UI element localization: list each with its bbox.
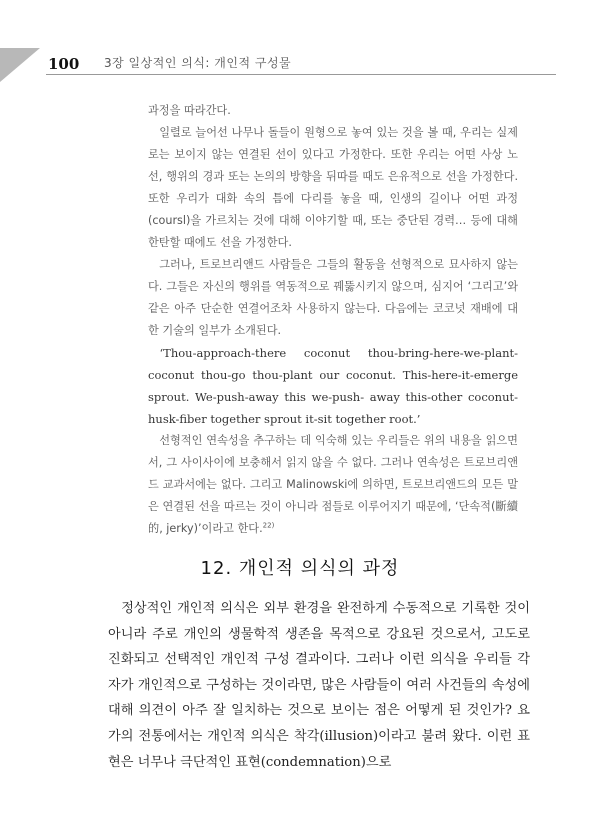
page-number: 100	[48, 55, 80, 73]
quote-paragraph-5-text: 선형적인 연속성을 추구하는 데 익숙해 있는 우리들은 위의 내용을 읽으면서, 그 사이사이에 보충해서 읽지 않을 수 없다. 그러나 연속성은 트로브리앤드 교과서에는 없다. 그리고 Malinowski에 의하면, 트로브리앤드의 모든 말은 연결된 선을 따르는 것이 아니라 점들로 이루어지기 때문에, ‘단속적(斷續的, jerky)’이라고 한다.	[148, 434, 518, 535]
footnote-marker: 22)	[262, 521, 275, 530]
body-text	[108, 596, 530, 775]
quote-paragraph-5	[148, 430, 518, 540]
quote-paragraph-1: 과정을 따라간다.	[148, 104, 231, 117]
quote-block	[148, 100, 518, 540]
quote-paragraph-3: 그러나, 트로브리앤드 사람들은 그들의 활동을 선형적으로 묘사하지 않는다. 그들은 자신의 행위를 역동적으로 꿰뚫시키지 않으며, 심지어 ‘그리고’와 같은 아주 단순한 연결어조차 사용하지 않는다. 다음에는 코코넛 재배에 대한 기술의 일부가 소개된다.	[148, 258, 518, 337]
section-title: 12. 개인적 의식의 과정	[200, 558, 400, 579]
quote-paragraph-english: ‘Thou-approach-there coconut thou-bring-here-we-plant-coconut thou-go thou-plant our coconut. This-here-it-emerge sprout. We-push-away this we-push- away this-other coconut-husk-fiber together sprout it-sit together root.’	[148, 346, 518, 426]
header-rule	[46, 74, 556, 75]
quote-paragraph-2: 일렬로 늘어선 나무나 돌들이 원형으로 놓여 있는 것을 볼 때, 우리는 실제로는 보이지 않는 연결된 선이 있다고 가정한다. 또한 우리는 어떤 사상 노선, 행위의 경과 또는 논의의 방향을 뒤따를 때도 은유적으로 선을 가정한다. 또한 우리가 대화 속의 틈에 다리를 놓을 때, 인생의 길이나 어떤 과정(coursl)을 가르치는 것에 대해 이야기할 때, 또는 중단된 경력… 등에 대해 한탄할 때에도 선을 가정한다.	[148, 126, 518, 249]
body-paragraph-1: 정상적인 개인적 의식은 외부 환경을 완전하게 수동적으로 기록한 것이 아니라 주로 개인의 생물학적 생존을 목적으로 강요된 것으로서, 고도로 진화되고 선택적인 개인적 구성 결과이다. 그러나 이런 의식을 우리들 각자가 개인적으로 구성하는 것이라면, 많은 사람들이 여러 사건들의 속성에 대해 의견이 아주 잘 일치하는 것으로 보이는 점은 어떻게 된 것인가? 요가의 전통에서는 개인적 의식은 착각(illusion)이라고 불려 왔다. 이런 표현은 너무나 극단적인 표현(condemnation)으로	[108, 601, 530, 770]
corner-tab-decoration	[0, 48, 40, 82]
running-head: 3장 일상적인 의식: 개인적 구성물	[104, 56, 292, 70]
